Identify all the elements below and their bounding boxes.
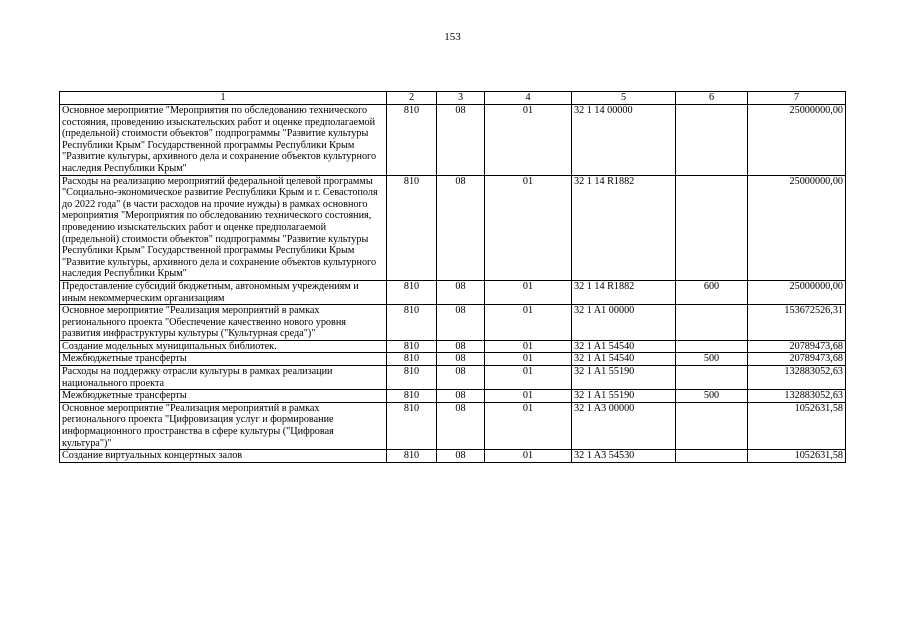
- amount-cell: 132883052,63: [748, 390, 846, 403]
- amount-cell: 20789473,68: [748, 340, 846, 353]
- amount-cell: 25000000,00: [748, 105, 846, 176]
- amount-cell: 20789473,68: [748, 353, 846, 366]
- amount-cell: 153672526,31: [748, 305, 846, 341]
- table-row: [60, 402, 846, 449]
- expense-name-cell: Межбюджетные трансферты: [60, 390, 387, 403]
- section-code-cell: 08: [437, 340, 485, 353]
- table-row: [60, 390, 846, 403]
- section-code-cell: 08: [437, 390, 485, 403]
- subsection-code-cell: 01: [485, 175, 572, 280]
- ministry-code-cell: 810: [387, 305, 437, 341]
- subsection-code-cell: 01: [485, 280, 572, 304]
- section-code-cell: 08: [437, 450, 485, 463]
- expense-type-cell: [676, 340, 748, 353]
- expense-type-cell: 600: [676, 280, 748, 304]
- ministry-code-cell: 810: [387, 105, 437, 176]
- column-header: 4: [485, 92, 572, 105]
- expense-type-cell: [676, 366, 748, 390]
- column-header: 3: [437, 92, 485, 105]
- budget-table: [59, 91, 846, 463]
- ministry-code-cell: 810: [387, 353, 437, 366]
- column-header: 5: [572, 92, 676, 105]
- ministry-code-cell: 810: [387, 390, 437, 403]
- amount-cell: 25000000,00: [748, 280, 846, 304]
- section-code-cell: 08: [437, 353, 485, 366]
- expense-name-cell: Создание модельных муниципальных библиотек.: [60, 340, 387, 353]
- section-code-cell: 08: [437, 280, 485, 304]
- expense-type-cell: 500: [676, 390, 748, 403]
- expense-name-cell: Расходы на реализацию мероприятий федеральной целевой программы "Социально-экономическое развитие Республики Крым и г. Севастополя до 2022 года" (в части расходов на прочие нужды) в рамках основного мероприятия "Мероприятия по обследованию технического состояния, проведению изыскательских работ и оценке предполагаемой (предельной) стоимости объектов" подпрограммы "Развитие культуры Республики Крым" Государственной программы Республики Крым "Развитие культуры, архивного дела и сохранение объектов культурного наследия Республики Крым": [60, 175, 387, 280]
- table-header-row: [60, 92, 846, 105]
- expense-name-cell: Основное мероприятие "Реализация мероприятий в рамках регионального проекта "Цифровизация услуг и формирование информационного пространства в сфере культуры ("Цифровая культура")": [60, 402, 387, 449]
- amount-cell: 25000000,00: [748, 175, 846, 280]
- target-article-cell: 32 1 A1 55190: [572, 366, 676, 390]
- expense-type-cell: [676, 305, 748, 341]
- subsection-code-cell: 01: [485, 366, 572, 390]
- section-code-cell: 08: [437, 305, 485, 341]
- table-row: [60, 450, 846, 463]
- subsection-code-cell: 01: [485, 353, 572, 366]
- ministry-code-cell: 810: [387, 402, 437, 449]
- section-code-cell: 08: [437, 402, 485, 449]
- ministry-code-cell: 810: [387, 280, 437, 304]
- subsection-code-cell: 01: [485, 105, 572, 176]
- table-row: [60, 366, 846, 390]
- target-article-cell: 32 1 A3 54530: [572, 450, 676, 463]
- section-code-cell: 08: [437, 175, 485, 280]
- table-row: [60, 105, 846, 176]
- expense-type-cell: 500: [676, 353, 748, 366]
- target-article-cell: 32 1 A1 55190: [572, 390, 676, 403]
- subsection-code-cell: 01: [485, 402, 572, 449]
- amount-cell: 1052631,58: [748, 450, 846, 463]
- expense-name-cell: Предоставление субсидий бюджетным, автономным учреждениям и иным некоммерческим организациям: [60, 280, 387, 304]
- expense-name-cell: Создание виртуальных концертных залов: [60, 450, 387, 463]
- target-article-cell: 32 1 14 R1882: [572, 175, 676, 280]
- expense-name-cell: Расходы на поддержку отрасли культуры в рамках реализации национального проекта: [60, 366, 387, 390]
- expense-type-cell: [676, 450, 748, 463]
- expense-type-cell: [676, 175, 748, 280]
- expense-name-cell: Основное мероприятие "Реализация мероприятий в рамках регионального проекта "Обеспечение качественно нового уровня развития инфраструктуры культуры ("Культурная среда")": [60, 305, 387, 341]
- section-code-cell: 08: [437, 366, 485, 390]
- column-header: 1: [60, 92, 387, 105]
- target-article-cell: 32 1 14 00000: [572, 105, 676, 176]
- column-header: 7: [748, 92, 846, 105]
- section-code-cell: 08: [437, 105, 485, 176]
- subsection-code-cell: 01: [485, 450, 572, 463]
- expense-type-cell: [676, 105, 748, 176]
- column-header: 6: [676, 92, 748, 105]
- ministry-code-cell: 810: [387, 366, 437, 390]
- ministry-code-cell: 810: [387, 175, 437, 280]
- table-row: [60, 305, 846, 341]
- target-article-cell: 32 1 A1 54540: [572, 340, 676, 353]
- expense-name-cell: Основное мероприятие "Мероприятия по обследованию технического состояния, проведению изыскательских работ и оценке предполагаемой (предельной) стоимости объектов" подпрограммы "Развитие культуры Республики Крым" Государственной программы Республики Крым "Развитие культуры, архивного дела и сохранение объектов культурного наследия Республики Крым": [60, 105, 387, 176]
- table-row: [60, 280, 846, 304]
- expense-name-cell: Межбюджетные трансферты: [60, 353, 387, 366]
- subsection-code-cell: 01: [485, 340, 572, 353]
- ministry-code-cell: 810: [387, 450, 437, 463]
- page-number: 153: [444, 31, 461, 43]
- target-article-cell: 32 1 A3 00000: [572, 402, 676, 449]
- table-row: [60, 340, 846, 353]
- target-article-cell: 32 1 A1 54540: [572, 353, 676, 366]
- subsection-code-cell: 01: [485, 305, 572, 341]
- table-row: [60, 353, 846, 366]
- target-article-cell: 32 1 A1 00000: [572, 305, 676, 341]
- amount-cell: 1052631,58: [748, 402, 846, 449]
- expense-type-cell: [676, 402, 748, 449]
- target-article-cell: 32 1 14 R1882: [572, 280, 676, 304]
- column-header: 2: [387, 92, 437, 105]
- subsection-code-cell: 01: [485, 390, 572, 403]
- ministry-code-cell: 810: [387, 340, 437, 353]
- table-row: [60, 175, 846, 280]
- amount-cell: 132883052,63: [748, 366, 846, 390]
